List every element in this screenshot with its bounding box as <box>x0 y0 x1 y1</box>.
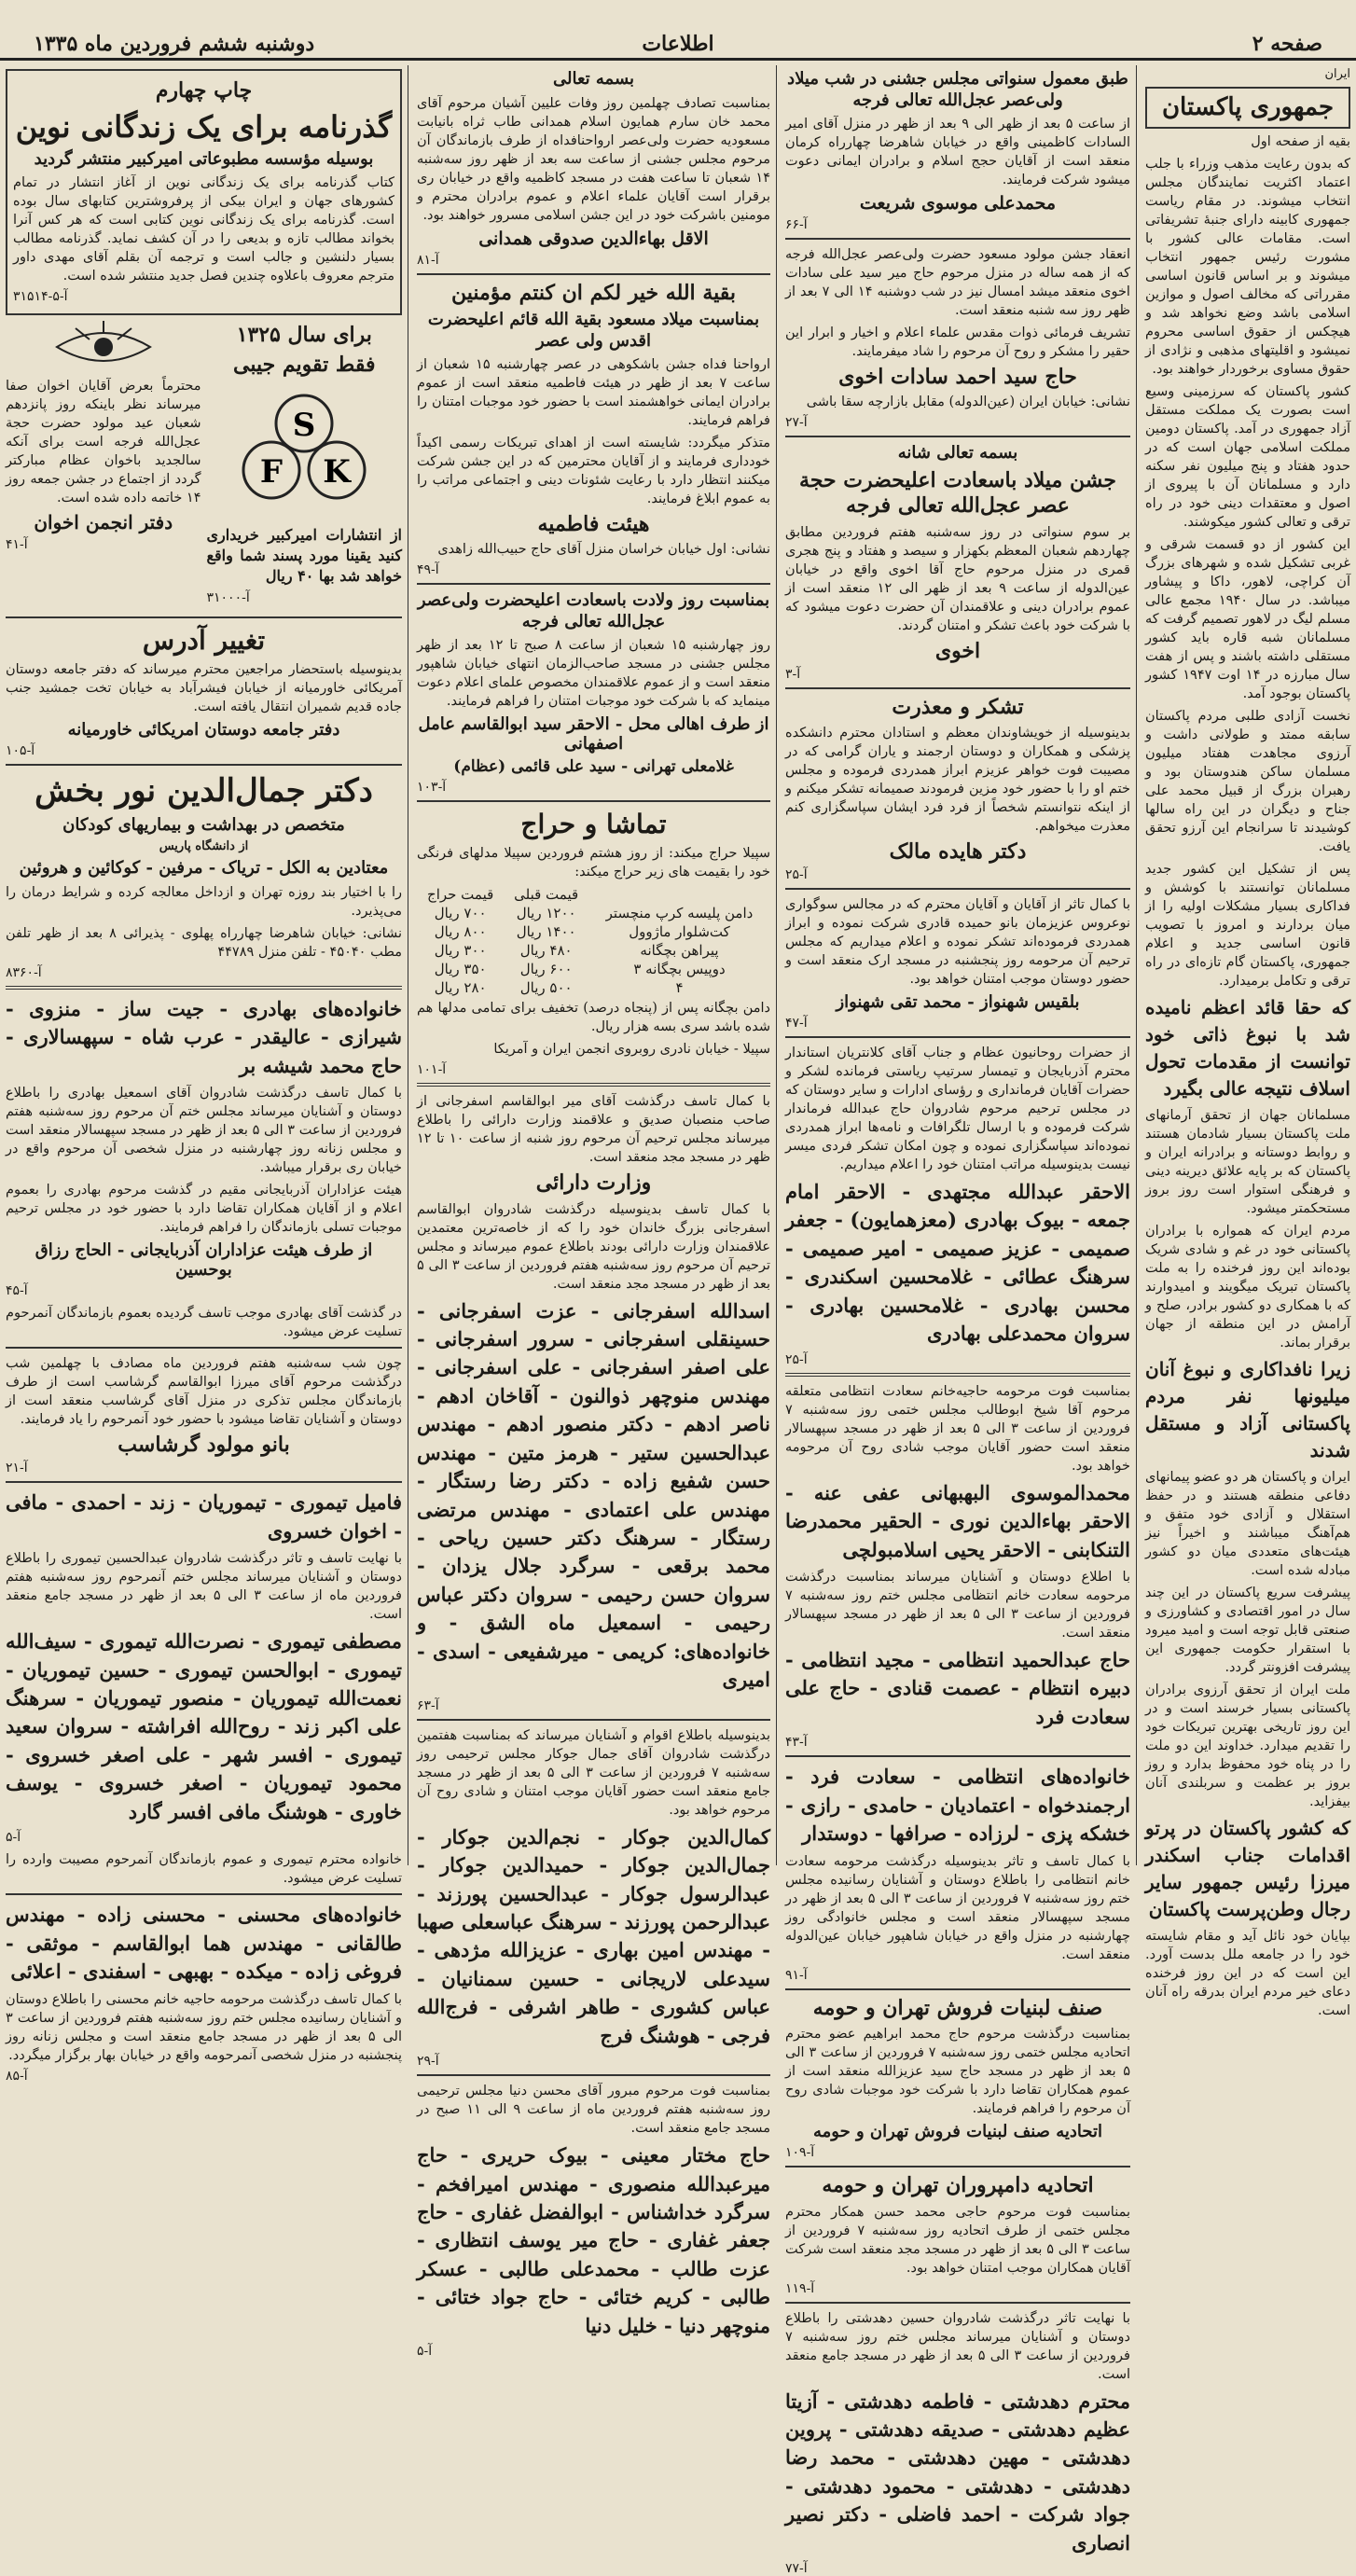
ad-code: آ-۵ <box>6 1830 21 1846</box>
doctor-name: دکتر جمال‌الدین نور بخش <box>35 772 373 810</box>
notice-names: حاج مختار معینی - بیوک حریری - حاج میرعبدالله منصوری - مهندس امیرافخم - سرگرد خداشناس - ابوالفضل غفاری - حاج جعفر غفاری - حاج میر یوسف انتظاری - عزت طالب - محمدعلی طالبی - عسکر طالبی - کریم ختائی - حاج جواد ختائی - منوچهر دنیا - خلیل دنیا <box>417 2143 770 2337</box>
doctor-text: را با اختیار بند روزه تهران و ازداخل معالجه کرده و شرایط درمان را می‌پذیرد. <box>6 884 402 919</box>
ad-edition: چاپ چهارم <box>155 78 253 103</box>
notice-text: بمناسبت تصادف چهلمین روز وفات علیین آشیان مرحوم آقای محمد خان سارم همایون اسلام همدانی طاب ثراه بانیابت مسعودیه حضرت ولی‌عصر ارواحنافداه از طرف بازماندگان آن مرحوم مجلس جشنی از ساعت سه بعد از ظهر روز سه‌شنبه ۱۴ شعبان تا ساعت هفت در مسجد کاظمیه واقع در خیابان ری برقرار است آقایان علماء اعلام و عموم برادران محترم و مومنین باشرکت خود در این جشن اسلامی مسرور خواهند بود. <box>417 95 770 223</box>
table-cell: دامن پلیسه کرپ منچستر <box>605 905 754 921</box>
article-paragraph: ایران و پاکستان هر دو عضو پیمانهای دفاعی منطقه هستند و در حفظ استقلال و آزادی خود متفق و هم‌آهنگ میباشند و اخیراً نیز هیئت‌های متعددی میان دو کشور مبادله شده است. <box>1145 1469 1350 1578</box>
notice-text: در گذشت آقای بهادری موجب تاسف گردیده بعموم بازماندگان آنمرحوم تسلیت عرض میشود. <box>6 1306 402 1340</box>
notice-text: بدینوسیله از خویشاوندان معظم و استادان محترم دانشکده پزشکی و همکاران و دوستان ارجمند و یاران گرامی که در مصیبت فوت خواهر عزیزم ابراز همدردی فرموده و مجلس ختم او را با حضور خود مزین فرمودند صمیمانه تشکر میکنم و از اینکه نتوانستم شخصاً از فرد فرد ایشان سپاسگزاری کنم معذرت میخواهم. <box>785 726 1130 834</box>
notice-headline: تشکر و معذرت <box>892 694 1024 719</box>
notice-text: از حضرات روحانیون عظام و جناب آقای کلانتریان استاندار محترم آذربایجان و تیمسار سرتیپ ریاستی فرمانده لشکر و حضرات آقایان فرمانداری و رؤسای ادارات و سایر دوستان که در مجلس ترحیم مرحوم شادروان حاج عبدالله فرماندار شرکت فرموده و با ارسال تلگرافات و نامه‌ها ابراز همدردی نموده‌اند سپاسگزاری نموده و چون امکان تشکر فردی میسر نیست بدینوسیله مراتب امتنان خود را اعلام میداریم. <box>785 1046 1130 1172</box>
logo-letter: F <box>260 453 284 491</box>
article-paragraph: نخست آزادی طلبی مردم پاکستان سابقه ممتد و طولانی داشت و آرزوی مجاهدت هفتاد میلیون مسلمان ساکن هندوستان بود و رهبران بزرگ از قبیل محمد علی جناح و دیگران در این راه سالها کوشیدند تا سرانجام این آرزو تحقق یافت. <box>1145 708 1350 854</box>
calendar-ad <box>207 319 403 611</box>
doctor-specialty: متخصص در بهداشت و بیماریهای کودکان <box>62 814 345 835</box>
notice-text: از ساعت ۵ بعد از ظهر الی ۹ بعد از ظهر در منزل آقای امیر السادات کاظمینی واقع در خیابان شاهرضا چهارراه کرمان منعقد است از آقایان حجج اسلام و برادران ایمانی دعوت میشود شرکت فرمایند. <box>785 117 1130 187</box>
notice-signature: دفتر جامعه دوستان امریکائی خاورمیانه <box>67 720 340 741</box>
table-row <box>417 978 770 997</box>
logo-letter: S <box>292 407 316 444</box>
table-cell: دوپیس بچگانه ۳ <box>633 961 726 977</box>
notice-heading: بسمه تعالی <box>552 69 635 89</box>
column-pakistan <box>1140 65 1356 2018</box>
table-cell: ۸۰۰ ریال <box>434 923 487 940</box>
notice-names: خانواده‌های محسنی - محسنی زاده - مهندس طالقانی - مهندس هما ابوالقاسم - موثقی - فروغی زاده - میکده - بهبهی - اسفندی - اعلائی <box>6 1903 402 1984</box>
section-label: ایران <box>1324 67 1350 81</box>
notice-headline: جشن میلاد باسعادت اعلیحضرت حجة عصر عجل‌الله تعالی فرجه <box>799 467 1116 518</box>
ad-subtitle: بوسیله مؤسسه مطبوعاتی امیرکبیر منتشر گردید <box>34 148 374 169</box>
ad-code: آ-۲۹ <box>417 2054 439 2070</box>
ad-code: آ-۱۰۵ <box>6 743 35 759</box>
notice-text: با کمال تاسف و تاثر بدینوسیله درگذشت مرحومه سعادت خانم انتظامی را باطلاع دوستان و آشنایان رسانیده مجلس ختم روز سه‌شنبه ۷ فروردین از ساعت ۳ الی ۵ بعد از ظهر در مسجد سپهسالار منعقد است و مجلس خانوادگی روز چهارشنبه در منزل واقع در خیابان شاهپور خیابان عین‌الدوله منعقد است. <box>785 1853 1130 1962</box>
notice-signature: بلقیس شهنواز - محمد تقی شهنواز <box>836 992 1080 1012</box>
eye-emblem-icon <box>48 319 159 375</box>
table-cell: پیراهن بچگانه <box>640 942 719 959</box>
ksf-logo <box>234 381 374 521</box>
column-rule <box>1136 65 1137 1865</box>
table-row <box>417 960 770 978</box>
ad-code: آ-۵ <box>417 2344 433 2360</box>
ads-row <box>6 319 402 611</box>
sale-address: سپیلا - خیابان نادری روبروی انجمن ایران و آمریکا <box>493 1042 770 1057</box>
logo-letter: K <box>323 453 352 491</box>
notice-headline: وزارت دارائی <box>535 1170 652 1195</box>
sale-text: سپیلا حراج میکند: از روز هشتم فروردین سپیلا مدلهای فرنگی خود را بقیمت های زیر حراج میکند: <box>417 846 770 879</box>
ad-code: آ-۴۹ <box>417 562 439 577</box>
notice-heading: طبق معمول سنواتی مجلس جشنی در شب میلاد ولی‌عصر عجل‌الله تعالی فرجه <box>787 69 1128 110</box>
column-rule <box>776 65 777 1865</box>
table-row <box>417 904 770 922</box>
issue-date: دوشنبه ششم فروردین ماه ۱۳۳۵ <box>34 32 315 56</box>
article-highlight: که کشور پاکستان در پرتو اقدامات جناب اسکندر میرزا رئیس جمهور سایر رجال وطن‌پرست پاکستان <box>1145 1816 1350 1920</box>
notice-text: ارواحنا فداه جشن باشکوهی در عصر چهارشنبه ۱۵ شعبان از ساعت ۷ بعد از ظهر در هیئت فاطمیه منعقد است از عموم برادران ایمانی خواهشمند است با حضور خود موجبات امتنان را فراهم فرمایند. <box>417 357 770 428</box>
notice-text: خانواده محترم تیموری و عموم بازماندگان آنمرحوم مصیبت وارده را تسلیت عرض میشود. <box>6 1852 402 1887</box>
table-header-cell <box>588 885 770 904</box>
ad-code: آ-۴۷ <box>785 1016 808 1031</box>
ad-code: آ-۱۱۹ <box>785 2280 815 2296</box>
brotherhood-ad <box>6 319 201 611</box>
book-ad <box>6 69 402 315</box>
ad-code: آ-۳ <box>785 666 801 682</box>
notice-headline: اتحادیه دامپروران تهران و حومه <box>822 2173 1094 2198</box>
paper-name: اطلاعات <box>642 32 714 56</box>
table-cell: ۱۲۰۰ ریال <box>516 905 576 921</box>
notice-headline: بقیة الله خیر لکم ان کنتم مؤمنین <box>450 280 737 305</box>
ad-code: آ-۱۰۳ <box>417 780 447 795</box>
notice-names: مصطفی تیموری - نصرت‌الله تیموری - سیف‌الله تیموری - ابوالحسن تیموری - حسین تیموریان - نعمت‌الله تیموریان - منصور تیموریان - سرهنگ علی اکبر زند - روح‌الله افراشته - سروان سعید تیموری - افسر شهر - علی اصغر خسروی - محمود تیموریان - اصغر خسروی - یوسف خاوری - هوشنگ مافی افسر گارد <box>6 1629 402 1823</box>
article-paragraph: این کشور از دو قسمت شرقی و غربی تشکیل شده و شهرهای بزرگ آن کراچی، لاهور، داکا و پیشاور میباشد. در سال ۱۹۴۰ مجمع عالی مسلم لیگ در لاهور تصمیم گرفت که مسلمانان شبه قاره باید کشور مستقلی داشته باشند و پس از هفت سال مبارزه در ۱۴ اوت ۱۹۴۷ کشور پاکستان بوجود آمد. <box>1145 536 1350 701</box>
notice-heading: بسمه تعالی شانه <box>897 443 1018 463</box>
notice-text: بر سوم سنواتی در روز سه‌شنبه هفتم فروردین مطابق چهاردهم شعبان المعظم بکهزار و سیصد و هفتاد و پنج هجری قمری در منزل مرحوم حاج آقا اخوی واقع در خیابان عین‌الدوله از ساعت ۹ بعد از ظهر الی ۱۲ منعقد است از عموم برادران دینی و علاقمندان آن حضرت دعوت میشود که با شرکت خود باعث تشکر و امتنان گردند. <box>785 524 1130 633</box>
notice-text: با کمال تاسف درگذشت شادروان آقای اسمعیل بهادری را باطلاع دوستان و آشنایان میرساند مجلس ختم آن مرحوم روز سه‌شنبه هفتم فروردین از ساعت ۳ الی ۵ بعد از ظهر در مسجد سپهسالار منعقد است و مجلس زنانه روز چهارشنبه در منزل شخصی آن مرحوم واقع در خیابان ری برقرار میباشد. <box>6 1086 402 1176</box>
ad-code: آ-۷۷ <box>785 2561 808 2576</box>
notice-text: با کمال تاثر از آقایان و آقایان محترم که در مجالس سوگواری نوعروس عزیزمان بانو حمیده قادری شرکت نموده و ابراز همدردی فرموده‌اند تشکر نموده و اعلام میداریم که مجلس ترحیم آن مرحومه روز پنجشنبه در مسجد ارک منعقد است و حضور دوستان موجب امتنان خواهد بود. <box>785 897 1130 987</box>
notice-names: حاج عبدالحمید انتظامی - مجید انتظامی - دبیره انتظام - عصمت قنادی - حاج علی سعادت فرد <box>785 1647 1130 1728</box>
notice-signature: از طرف هیئت عزاداران آذربایجانی - الحاج رزاق بوحسین <box>35 1240 373 1281</box>
column-notices-a <box>780 65 1136 2576</box>
article-paragraph: مسلمانان جهان از تحقق آرمانهای ملت پاکستان بسیار شادمان هستند و روابط دوستانه و برادرانه ایران و پاکستان که بر پایه علائق دیرینه دینی و فرهنگی استوار است روز بروز مستحکمتر میشود. <box>1145 1107 1350 1216</box>
article-paragraph: پیشرفت سریع پاکستان در این چند سال در امور اقتصادی و کشاورزی و صنعتی قابل توجه است و امید میرود با استقرار حکومت جمهوری این پیشرفت افزونتر گردد. <box>1145 1585 1350 1675</box>
notice-headline: صنف لبنیات فروش تهران و حومه <box>812 1995 1103 2020</box>
notice-names: محترم دهدشتی - فاطمه دهدشتی - آزیتا عظیم دهدشتی - صدیقه دهدشتی - پروین دهدشتی - مهین دهدشتی - محمد رضا دهدشتی - دهدشتی - محمود دهدشتی - جواد شرکت - احمد فاضلی - دکتر نصیر انصاری <box>785 2389 1130 2555</box>
ad-code: آ-۸۱ <box>417 252 439 268</box>
notice-text: با کمال تاسف درگذشت مرحومه حاجیه خانم محسنی را باطلاع دوستان و آشنایان رسانیده مجلس ختم روز سه‌شنبه هفتم فروردین از ساعت ۳ الی ۵ بعد از ظهر در مسجد جامع منعقد است و مجلس زنانه روز پنجشنبه در منزل شخصی آنمرحومه واقع در خیابان بهار برگزار میگردد. <box>6 1991 402 2063</box>
notice-signature: از طرف اهالی محل - الاحقر سید ابوالقاسم عامل اصفهانی <box>418 714 769 754</box>
notice-text: با نهایت تاثر درگذشت شادروان حسین دهدشتی را باطلاع دوستان و آشنایان میرساند مجلس ختم روز سه‌شنبه ۷ فروردین از ساعت ۳ الی ۵ بعد از ظهر در مسجد جامع منعقد است. <box>785 2310 1130 2382</box>
article-highlight: که حقا قائد اعظم نامیده شد با نبوغ ذاتی خود توانست از مقدمات تحول اسلاف نتیجه عالی بگیرد <box>1145 995 1350 1100</box>
notice-text: بمناسبت فوت مرحوم حاجی محمد حسن همکار محترم مجلس ختمی از طرف اتحادیه روز سه‌شنبه ۷ فروردین از ساعت ۳ الی ۵ بعد از ظهر در مسجد مجد منعقد است شرکت آقایان همکاران موجب امتنان خواهد بود. <box>785 2204 1130 2276</box>
notice-headline: تغییر آدرس <box>142 625 266 657</box>
ad-text: کتاب گذرنامه برای یک زندگانی نوین از آغاز انتشار در تمام کشورهای جهان و ایران بیکی از پرفروشترین کتابهای سال بوده است. گذرنامه برای یک زندگانی نوین کتابی است که هر کس آنرا بخواند مطالب تازه و بدیعی را در آن کشف نماید. گذرنامه مطالب بسیار دلنشین و جالب است و ترجمه آن بقلم آقای مهدی داور مترجم معروف باعلاوه چندین فصل جدید منتشر شده است. <box>13 175 394 284</box>
notice-signature: اتحادیه صنف لبنیات فروش تهران و حومه <box>812 2122 1103 2142</box>
notice-address: نشانی: اول خیابان خراسان منزل آقای حاج حبیب‌الله زاهدی <box>437 542 770 557</box>
notice-text: تشریف فرمائی ذوات مقدس علماء اعلام و اخیار و ابرار این حقیر را مشکر و روح آن مرحوم را شاد میفرمایند. <box>785 325 1130 359</box>
table-cell: ۶۰۰ ریال <box>519 961 573 977</box>
table-header-cell: قیمت قبلی <box>514 886 579 903</box>
column-ads <box>0 65 408 2084</box>
notice-text: با کمال تاسف درگذشت آقای میر ابوالقاسم اسفرجانی از صاحب منصبان صدیق و علاقمند وزارت دارائی را باطلاع میرساند مجلس ترحیم آن مرحوم روز شنبه از ساعت ۱۰ تا ۱۲ ظهر در مسجد مجد منعقد است. <box>417 1094 770 1165</box>
article-paragraph: پس از تشکیل این کشور جدید مسلمانان توانستند با کوشش و فداکاری بسیار مشکلات اولیه را از میان بردارند و امروز با تصویب قانون اساسی جدید و اعلام جمهوری، پاکستان گام تازه‌ای در راه ترقی و تکامل برمیدارد. <box>1145 861 1350 989</box>
ad-code: آ-۲۵ <box>785 867 808 882</box>
notice-text: متذکر میگردد: شایسته است از اهدای تبریکات رسمی اکیداً خودداری فرمایند و از آقایان محترمین که در این جشن شرکت میکنند انتظار دارد با رعایت شئونات دینی و اجتماعی مراتب را به عموم ابلاغ فرمایند. <box>417 436 770 506</box>
table-row <box>417 922 770 941</box>
notice-signature: محمدعلی موسوی شریعت <box>859 193 1057 214</box>
ad-text: محترماً بعرض آقایان اخوان صفا میرساند نظر باینکه روز پانزدهم شعبان عید مولود حضرت حجة عجل‌الله فرجه است برای آنکه سالجدید باخوان عظام مبارکتر گردد از اجتماع در جشن جمعه روز ۱۴ خاتمه داده شده است. <box>6 379 201 506</box>
ad-code: آ-۱۰۹ <box>785 2145 815 2161</box>
article-paragraph: مردم ایران که همواره با برادران پاکستانی خود در غم و شادی شریک بوده‌اند این روز فرخنده را به ملت پاکستان تبریک میگویند و امیدوارند که با همکاری دو کشور برادر، صلح و آرامش در این منطقه از جهان برقرار بماند. <box>1145 1223 1350 1350</box>
ad-code: آ-۵-۳۱۵۱۴ <box>13 289 68 304</box>
notice-headline: بمناسبت روز ولادت باسعادت اعلیحضرت ولی‌عصر عجل‌الله تعالی فرجه <box>417 590 770 631</box>
ad-code: آ-۱۰۱ <box>417 1062 447 1077</box>
article-paragraph: بپایان خود نائل آید و مقام شایسته خود را در جامعه ملل بدست آورد. این است که در این روز فرخنده دعای خیر مردم ایران بدرقه راه آنان است. <box>1145 1928 1350 2018</box>
ad-code: آ-۶۳ <box>417 1697 439 1713</box>
table-cell: ۵۰۰ ریال <box>519 979 573 996</box>
table-header-cell: قیمت حراج <box>427 886 494 903</box>
notice-names: الاحقر عبدالله مجتهدی - الاحقر امام جمعه - بیوک بهادری (معزهمایون) - جعفر صمیمی - عزیز صمیمی - امیر صمیمی - سرهنگ عطائی - غلامحسین اسکندری - محسن بهادری - غلامحسین بهادری - سروان محمدعلی بهادری <box>785 1180 1130 1346</box>
table-cell: ۴۸۰ ریال <box>519 942 573 959</box>
article-paragraph: بقیه از صفحه اول <box>1251 133 1350 149</box>
notice-text: بمناسبت فوت مرحومه حاجیه‌خانم سعادت انتظامی متعلقه مرحوم آقا شیخ ابوطالب مجلس ختمی روز سه‌شنبه ۷ فروردین از ساعت ۳ الی ۵ بعد از ظهر در مسجد سپهسالار منعقد است حضور آقایان موجب شادی روح آن مرحومه خواهد بود. <box>785 1383 1130 1474</box>
table-row <box>417 941 770 960</box>
notice-text: روز چهارشنبه ۱۵ شعبان از ساعت ۸ صبح تا ۱۲ بعد از ظهر مجلس جشنی در مسجد صاحب‌الزمان انتهای خیابان شاهپور منعقد است و از عموم علاقمندان مخصوص علمای اعلام دعوت مینماید که با شرکت خود موجبات امتنان را فراهم فرمایند. <box>417 638 770 709</box>
notice-names: خانواده‌های بهادری - جیت ساز - منزوی - شیرازی - عالیقدر - عرب شاه - سپهسالاری - حاج محمد شیشه بر <box>6 996 402 1077</box>
notice-signature: الاقل بهاء‌الدین صدوقی همدانی <box>478 228 709 249</box>
article-paragraph: کشور پاکستان که سرزمینی وسیع است بصورت یک مملکت مستقل آزاد جمهوری در آمد. پاکستان دومین مملکت اسلامی جهان است که در حدود هفتاد و پنج میلیون نفر سکنه دارد و مسلمانان آن با پیروی از اصول و معتقدات دینی خود در راه ترقی و تعالی کشور میکوشند. <box>1145 383 1350 530</box>
article-paragraph: ملت ایران از تحقق آرزوی برادران پاکستانی بسیار خرسند است و در این روز تاریخی بهترین تبریکات خود را تقدیم میدارد. خداوند این دو ملت را در پناه خود محفوظ بدارد و روز بروز بر عظمت و سربلندی آنان بیفزاید. <box>1145 1682 1350 1809</box>
ad-code: آ-۶۶ <box>785 217 808 232</box>
notice-names: محمدالموسوی البهبهانی عفی عنه - الاحقر بهاءالدین نوری - الحقیر محمدرضا التنکابنی - الاحقر یحیی اسلامبولچی <box>785 1480 1130 1561</box>
ad-code: آ-۸۵ <box>6 2068 28 2084</box>
ad-code: آ-۸۳۶۰ <box>6 964 42 980</box>
ad-title: برای سال ۱۳۲۵ <box>236 323 372 347</box>
notice-signature: حاج سید احمد سادات اخوی <box>838 365 1077 389</box>
notice-names: خانواده‌های انتظامی - سعادت فرد - ارجمندخواه - اعتمادیان - حامدی - رازی - خشکه پزی - لرزاده - صرافها - دوستدار <box>785 1765 1130 1846</box>
ad-code: آ-۴۳ <box>785 1735 808 1751</box>
article-paragraph: که بدون رعایت مذهب وزراء با جلب اعتماد اکثریت نمایندگان مجلس انتخاب میشوند. در مقام ریاست جمهوری کابینه دارای جنبهٔ تشریفاتی است. مقامات عالی کشور با مشورت رئیس جمهور انتخاب میشوند و بر اساس قانون اساسی مقرراتی که مخالف اصول و موازین اسلامی باشد وضع نخواهد شد و هیچکس از حقوق اساسی محروم نمیشود و اقلیتهای مذهبی و نژادی از حقوق مساوی برخوردار خواهند بود. <box>1145 156 1350 377</box>
notice-text: بدینوسیله باستحضار مراجعین محترم میرساند که دفتر جامعه دوستان آمریکائی خاورمیانه از خیابان فیشرآباد به خیابان تخت جمشید جنب جاده قدیم شمیران انتقال یافته است. <box>6 662 402 715</box>
notice-text: بمناسبت درگذشت مرحوم حاج محمد ابراهیم عضو محترم اتحادیه مجلس ختمی روز سه‌شنبه ۷ فروردین از ساعت ۳ الی ۵ بعد از ظهر در مسجد حاج سید عزیزالله منعقد است از عموم همکاران تقاضا دارد با شرکت خود موجبات شادی روح آن مرحوم را فراهم فرمایند. <box>785 2027 1130 2117</box>
sale-price-table <box>417 885 770 997</box>
notice-signature: اخوی <box>934 638 981 663</box>
notice-text: بدینوسیله باطلاع اقوام و آشنایان میرساند که بمناسبت هفتمین درگذشت شادروان آقای جمال جوکار مجلس ترحیمی روز سه‌شنبه ۷ فروردین از ساعت ۳ الی ۵ بعد از ظهر در مسجد جامع منعقد است حضور آقایان موجب امتنان و شادی روح آن مرحوم خواهد بود. <box>417 1727 770 1818</box>
notice-signature: هیئت فاطمیه <box>537 512 650 536</box>
ad-code: آ-۲۷ <box>785 415 808 430</box>
ad-code: آ-۴۵ <box>6 1283 28 1299</box>
notice-text: چون شب سه‌شنبه هفتم فروردین ماه مصادف با چهلمین شب درگذشت مرحوم آقای میرزا ابوالقاسم گرشاسب است از طرف بازماندگان مجلس تذکری در منزل آقای گرشاسب منعقد است از دوستان و آشنایان تقاضا میشود با حضور خود آنمرحوم را یاد فرمایند. <box>6 1356 402 1428</box>
notice-text: انعقاد جشن مولود مسعود حضرت ولی‌عصر عجل‌الله فرجه که از همه ساله در منزل مرحوم حاج میر سید علی سادات اخوی منعقد میشد امسال نیز در شب دوشنبه ۱۴ الی ۷ بعد از ظهر روز سه شنبه منعقد است. <box>785 247 1130 318</box>
article-highlight: زیرا نافداکاری و نبوغ آنان میلیونها نفر مردم پاکستانی آزاد و مستقل شدند <box>1145 1357 1350 1461</box>
notice-text: بمناسبت فوت مرحوم مبرور آقای محسن دنیا مجلس ترحیمی روز سه‌شنبه هفتم فروردین ماه از ساعت ۹ الی ۱۱ صبح در مسجد جامع منعقد است. <box>417 2084 770 2137</box>
page-number: صفحه ۲ <box>1252 32 1322 56</box>
ad-text: از انتشارات امیرکبیر خریداری کنید یقینا مورد پسند شما واقع خواهد شد بها ۴۰ ریال <box>206 526 402 586</box>
ad-code: آ-۳۱۰۰۰ <box>206 590 250 606</box>
sale-text: دامن بچگانه پس از (پنجاه درصد) تخفیف برای تمامی مدلها هم شده باشد سری بسه هزار ریال. <box>417 1001 770 1034</box>
table-cell: ۷۰۰ ریال <box>434 905 487 921</box>
doctor-treatment: معتادین به الکل - تریاک - مرفین - کوکائین و هروئین <box>19 858 389 879</box>
ad-code: آ-۴۱ <box>6 537 28 552</box>
ad-code: آ-۲۱ <box>6 1461 28 1476</box>
notice-address: نشانی: خیابان ایران (عین‌الدوله) مقابل بازارچه سقا باشی <box>806 395 1130 409</box>
table-cell: ۲۸۰ ریال <box>434 979 487 996</box>
table-cell: ۳۵۰ ریال <box>434 961 487 977</box>
table-cell: ۱۴۰۰ ریال <box>516 923 576 940</box>
column-notices-b <box>411 65 776 2360</box>
ad-title: گذرنامه برای یک زندگانی نوین <box>15 108 393 145</box>
notice-subheading: بمناسبت میلاد مسعود بقیة الله قائم اعلیحضرت اقدس ولی عصر <box>427 310 760 351</box>
notice-text: با نهایت تاسف و تاثر درگذشت شادروان عبدالحسین تیموری را باطلاع دوستان و آشنایان میرساند مجلس ختم آنمرحوم روز سه‌شنبه هفتم فروردین ماه از ساعت ۳ الی ۵ بعد از ظهر در مسجد جامع منعقد است. <box>6 1551 402 1623</box>
sale-title: تماشا و حراج <box>520 809 667 839</box>
notice-names: غلامعلی تهرانی - سید علی قائمی (عظام) <box>453 757 734 776</box>
table-header-row <box>417 885 770 904</box>
table-cell: ۴ <box>675 979 684 996</box>
notice-names: فامیل تیموری - تیموریان - زند - احمدی - مافی - اخوان خسروی <box>6 1490 402 1543</box>
masthead <box>0 0 1356 61</box>
notice-text: با اطلاع دوستان و آشنایان میرساند بمناسبت درگذشت مرحومه سعادت خانم انتظامی مجلس ختم روز سه‌شنبه ۷ فروردین از ساعت ۳ الی ۵ بعد از ظهر در مسجد سپهسالار منعقد است. <box>785 1569 1130 1641</box>
notice-signature: بانو مولود گرشاسب <box>118 1433 290 1458</box>
table-cell: کت‌شلوار ماژوول <box>629 923 730 940</box>
notice-text: با کمال تاسف بدینوسیله درگذشت شادروان ابوالقاسم اسفرجانی بزرگ خاندان خود را که از خاصه‌ترین معتمدین علاقمندان وزارت دارائی بودند باطلاع عموم میرساند و مجلس ترحیم آن مرحوم روز سه‌شنبه هفتم فروردین از ساعت ۳ الی ۵ بعد از ظهر در مسجد مجد منعقد است. <box>417 1201 770 1292</box>
doctor-address: نشانی: خیابان شاهرضا چهارراه پهلوی - پذیرائی ۸ بعد از ظهر تلفن مطب ۴۵۰۴۰ - تلفن منزل ۴۴۷۸۹ <box>6 925 403 960</box>
ad-code: آ-۲۵ <box>785 1351 808 1367</box>
notice-names: اسدالله اسفرجانی - عزت اسفرجانی - حسینقلی اسفرجانی - سرور اسفرجانی - علی اصفر اسفرجانی - علی اسفرجانی - مهندس منوچهر ذوالنون - آقاخان ادهم - ناصر ادهم - دکتر منصور ادهم - مهندس عبدالحسین ستیر - هرمز متین - مهندس حسن شفیع زاده - دکتر رضا رستگار - مهندس علی اعتمادی - مهندس مرتضی رستگار - سرهنگ دکتر حسین ریاحی - محمد برقعی - سرگرد جلال یزدان - سروان حسن رحیمی - سروان دکتر عباس رحیمی - اسمعیل ماه الشق - و خانواده‌های: کریمی - میرشفیعی - اسدی - امیری <box>417 1298 770 1692</box>
notice-names: کمال‌الدین جوکار - نجم‌الدین جوکار - جمال‌الدین جوکار - حمیدالدین جوکار - عبدالرسول جوکار - عبدالحسین پورزند - عبدالرحمن پورزند - سرهنگ عباسعلی صهبا - مهندس امین بهاری - عزیزالله مژدهی - سیدعلی لاریجانی - حسین سمنانیان - عباس کشوری - طاهر اشرفی - فرج‌الله فرجی - هوشنگ فرج <box>417 1824 770 2047</box>
table-cell: ۳۰۰ ریال <box>434 942 487 959</box>
notice-signature: دکتر هایده مالک <box>889 839 1027 864</box>
ad-signature: دفتر انجمن اخوان <box>34 511 173 533</box>
ad-title: فقط تقویم جیبی <box>233 352 376 377</box>
ad-code: آ-۹۱ <box>785 1967 808 1983</box>
notice-text: هیئت عزاداران آذربایجانی مقیم در گذشت مرحوم بهادری را بعموم اعلام و از آقایان همکاران تقاضا دارد با حضور خود در مجلس ترحیم موجبات تسلی بازماندگان را فراهم فرمایند. <box>6 1183 402 1236</box>
doctor-university: از دانشگاه پاریس <box>159 839 249 854</box>
article-title: جمهوری پاکستان <box>1145 87 1350 129</box>
